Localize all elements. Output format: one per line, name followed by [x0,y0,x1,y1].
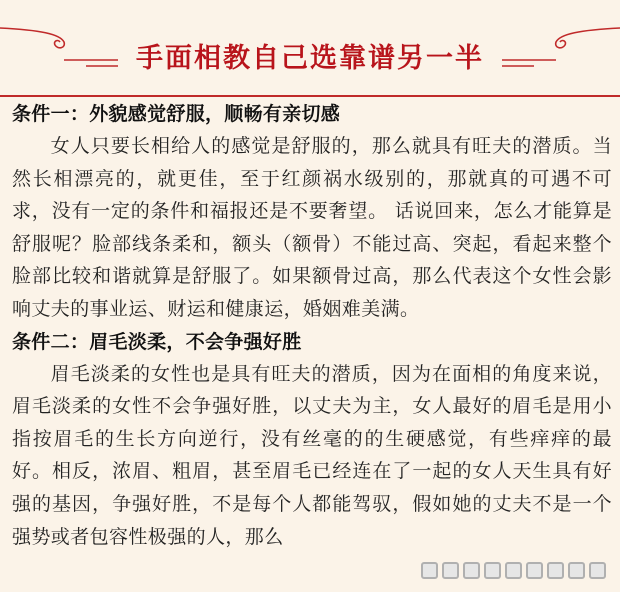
watermark-glyph [463,562,480,579]
section-paragraph-1 [12,130,612,326]
watermark-glyph [484,562,501,579]
section-paragraph-2 [12,358,612,554]
banner-title: 手面相教自己选靠谱另一半 [136,43,484,74]
watermark-glyph [505,562,522,579]
watermark-glyph [547,562,564,579]
watermark-glyph [568,562,585,579]
watermark-glyph [421,562,438,579]
section-body-2: 眉毛淡柔的女性也是具有旺夫的潜质，因为在面相的角度来说，眉毛淡柔的女性不会争强好胜，以丈夫为主，女人最好的眉毛是用小指按眉毛的生长方向逆行，没有丝毫的的生硬感觉，有些痒痒的最好。相反，浓眉、粗眉，甚至眉毛已经连在了一起的女人天生具有好强的基因，争强好胜，不是每个人都能驾驭，假如她的丈夫不是一个强势或者包容性极强的人，那么 [12,362,612,548]
section-heading-2: 条件二：眉毛淡柔，不会争强好胜 [12,330,302,353]
watermark-overlay [415,556,606,584]
section-heading-1: 条件一：外貌感觉舒服，顺畅有亲切感 [12,103,341,125]
watermark-glyph [526,562,543,579]
article-body [12,98,612,553]
title-banner [0,0,620,100]
watermark-glyph [442,562,459,579]
watermark-glyph [589,562,606,579]
section-body-1: 女人只要长相给人的感觉是舒服的，那么就具有旺夫的潜质。当然长相漂亮的，就更佳，至于红颜祸水级别的，那就真的可遇不可求，没有一定的条件和福报还是不要奢望。 话说回来，怎么才能算是舒服呢？脸部线条柔和，额头（额骨）不能过高、突起，看起来整个脸部比较和谐就算是舒服了。如果额骨过高，那么代表这个女性会影响丈夫的事业运、财运和健康运，婚姻难美满。 [12,135,612,320]
